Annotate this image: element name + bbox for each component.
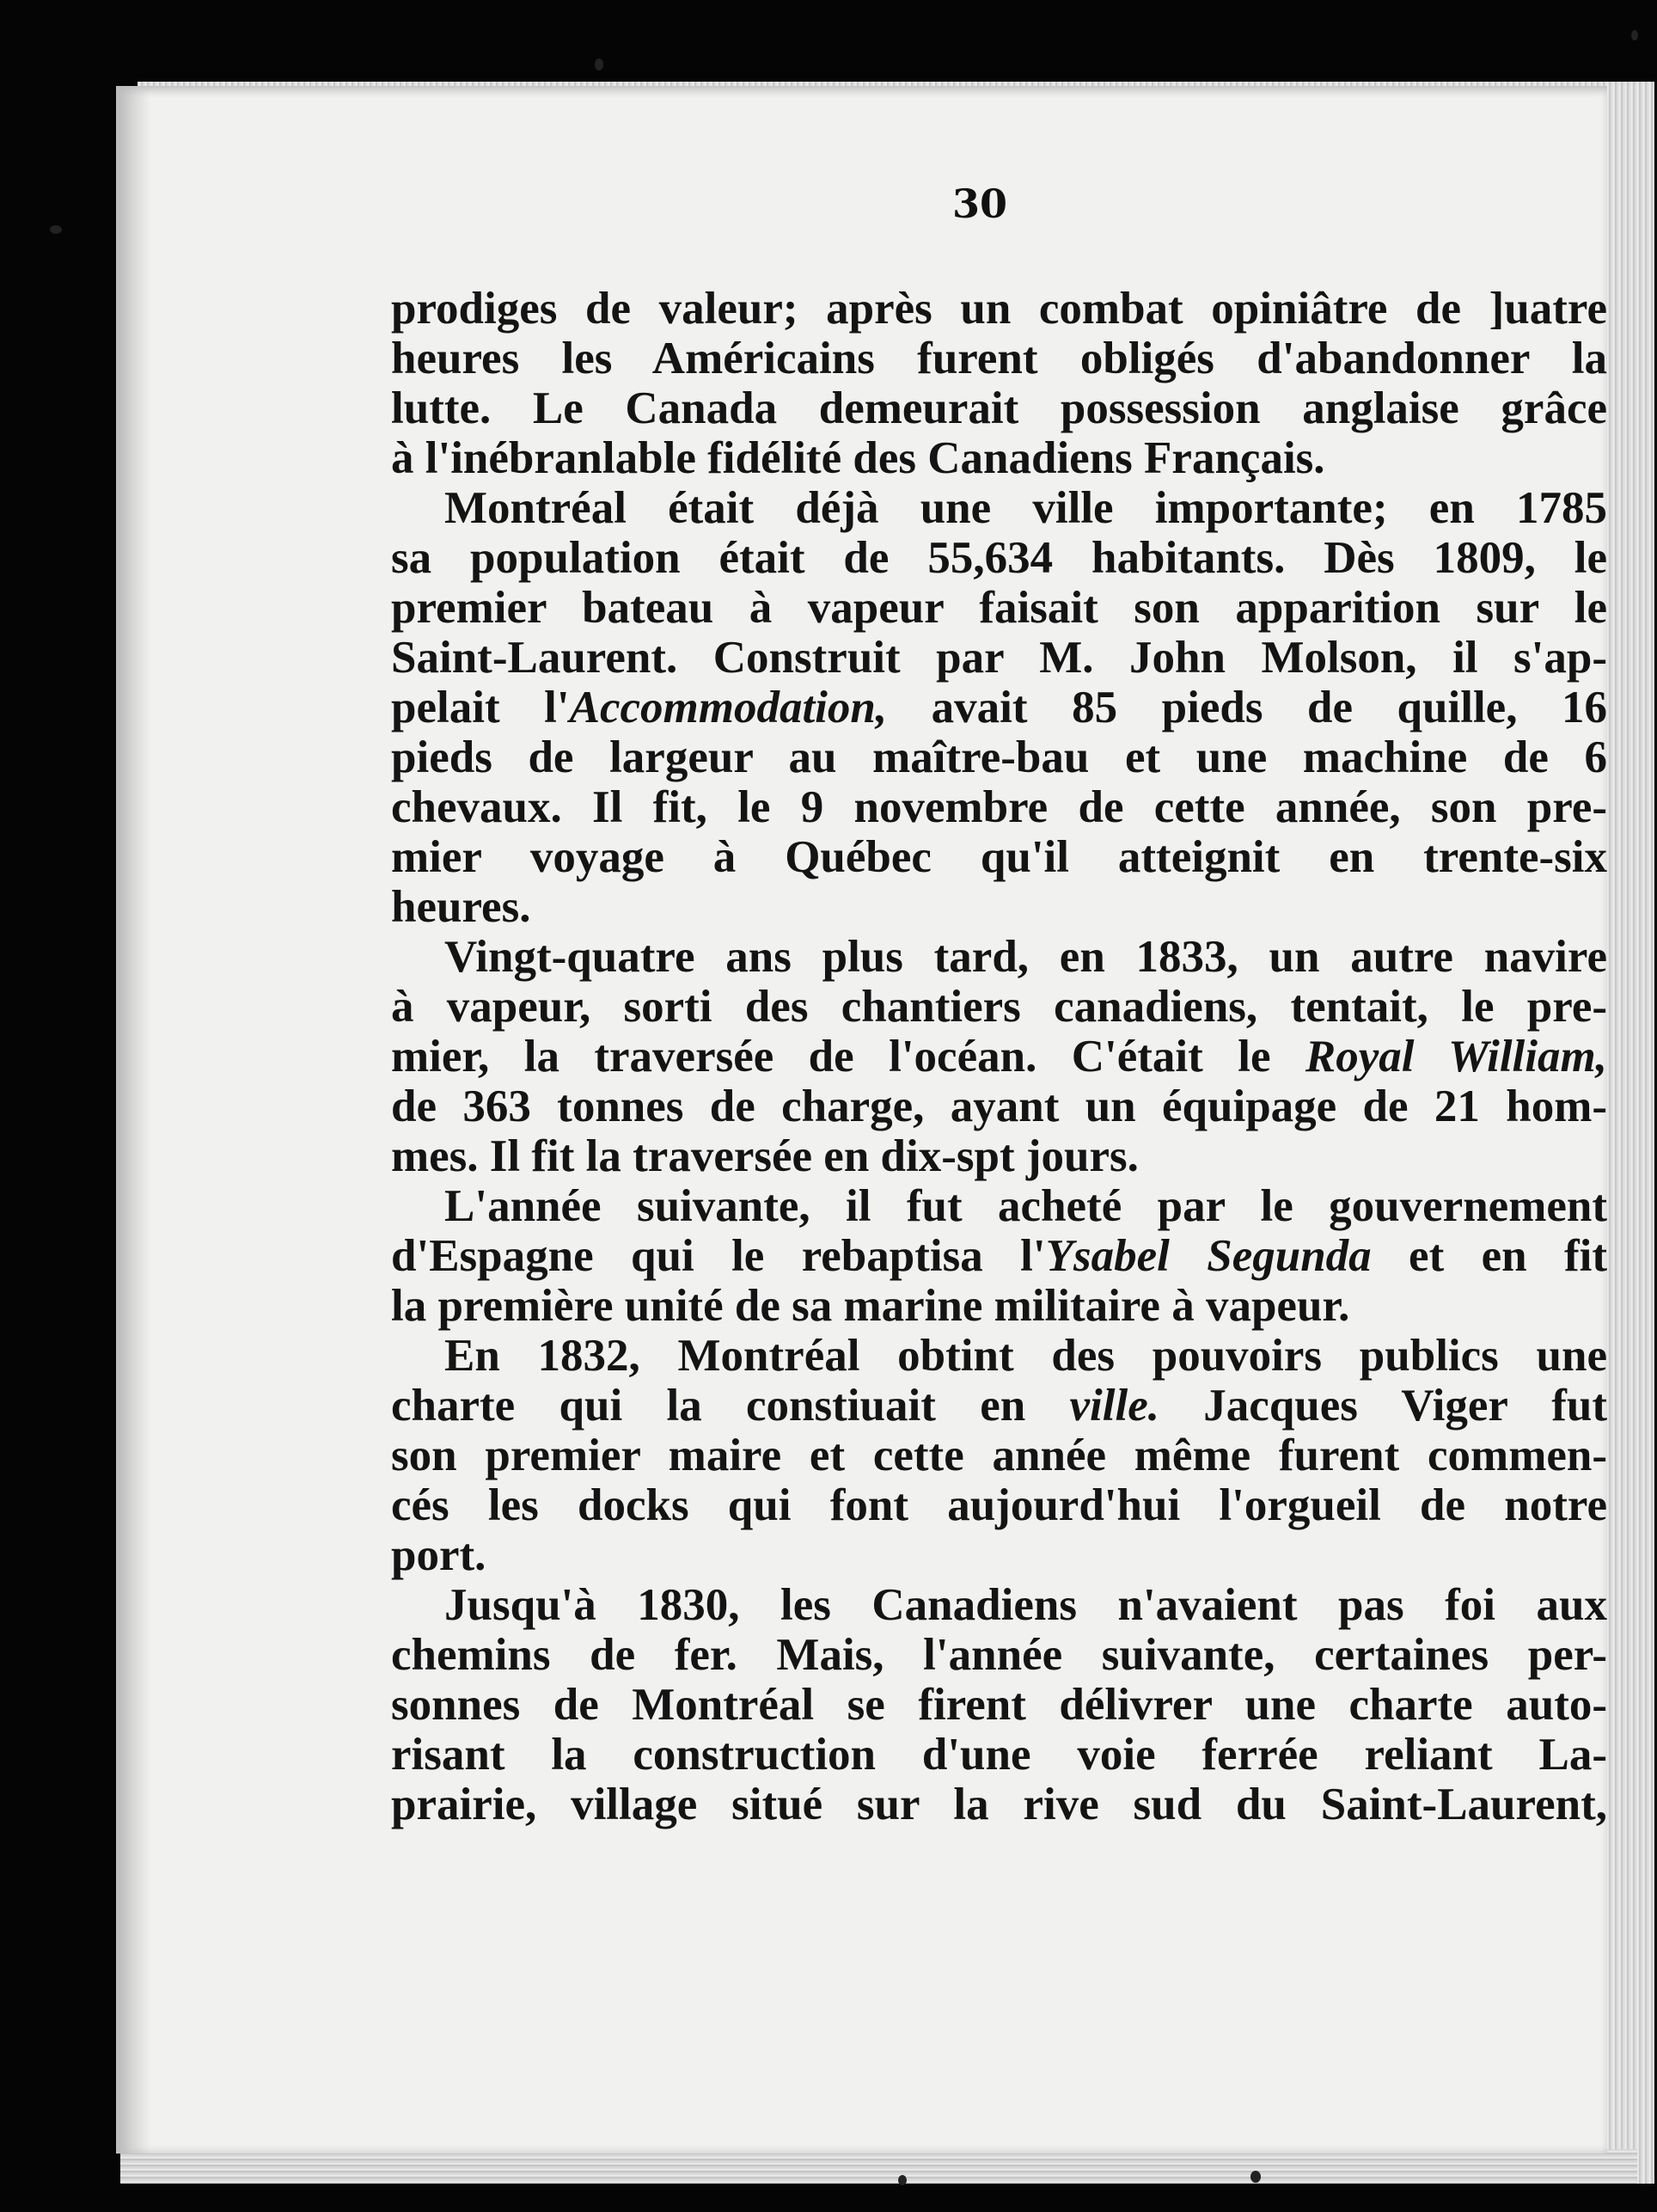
- italic-text-run: Accommodation,: [569, 683, 888, 732]
- text-run: pelait l': [391, 683, 570, 732]
- text-run: Vingt-quatre ans plus tard, en 1833, un autre navire: [444, 932, 1607, 982]
- text-run: avait 85 pieds de quille, 16: [887, 683, 1607, 732]
- text-line: [391, 1131, 1607, 1181]
- text-line: [391, 483, 1607, 533]
- text-run: heures les Américains furent obligés d'abandonner la: [391, 334, 1607, 383]
- text-run: lutte. Le Canada demeurait possession anglaise grâce: [391, 383, 1607, 433]
- text-run: de 363 tonnes de charge, ayant un équipage de 21 hom-: [391, 1081, 1607, 1131]
- text-run: et en fit: [1371, 1231, 1607, 1281]
- text-run: à vapeur, sorti des chantiers canadiens, tentait, le pre-: [391, 982, 1607, 1032]
- text-line: [391, 1032, 1607, 1081]
- text-run: mier voyage à Québec qu'il atteignit en trente-six: [391, 832, 1607, 882]
- page-edge-bottom: [120, 2149, 1637, 2184]
- text-run: Jacques Viger fut: [1159, 1381, 1607, 1431]
- text-line: [391, 1580, 1607, 1630]
- text-line: [391, 683, 1607, 732]
- text-run: prodiges de valeur; après un combat opiniâtre de ]uatre: [391, 284, 1607, 334]
- text-run: sa population était de 55,634 habitants. Dès 1809, le: [391, 533, 1607, 583]
- text-line: [391, 1331, 1607, 1381]
- text-run: mes. Il fit la traversée en dix-spt jours.: [391, 1131, 1139, 1181]
- text-run: heures.: [391, 882, 531, 932]
- text-line: [391, 1181, 1607, 1231]
- text-line: [391, 932, 1607, 982]
- text-line: [391, 1381, 1607, 1431]
- text-line: [391, 782, 1607, 832]
- text-run: la première unité de sa marine militaire à vapeur.: [391, 1281, 1350, 1331]
- text-line: [391, 1730, 1607, 1780]
- text-line: [391, 982, 1607, 1032]
- body-text: [391, 284, 1607, 1829]
- text-line: [391, 1480, 1607, 1530]
- text-run: Montréal était déjà une ville importante; en 1785: [444, 483, 1607, 533]
- scan-speck: [50, 225, 62, 234]
- text-line: [391, 1081, 1607, 1131]
- text-line: [391, 334, 1607, 383]
- page-number: 30: [951, 181, 1007, 227]
- scan-speck: [1250, 2171, 1261, 2183]
- scan-speck: [898, 2175, 907, 2185]
- text-run: cés les docks qui font aujourd'hui l'orgueil de notre: [391, 1480, 1607, 1530]
- text-run: port.: [391, 1530, 486, 1580]
- text-run: prairie, village situé sur la rive sud du Saint-Laurent,: [391, 1780, 1607, 1829]
- italic-text-run: Royal William,: [1305, 1032, 1607, 1081]
- italic-text-run: Ysabel Segunda: [1045, 1231, 1372, 1281]
- text-run: charte qui la constiuait en: [391, 1381, 1070, 1431]
- text-line: [391, 284, 1607, 334]
- text-run: Jusqu'à 1830, les Canadiens n'avaient pas foi aux: [444, 1580, 1607, 1630]
- scan-speck: [1631, 30, 1638, 40]
- gutter-shadow: [116, 86, 150, 2154]
- text-line: [391, 732, 1607, 782]
- text-line: [391, 533, 1607, 583]
- text-line: [391, 1431, 1607, 1480]
- text-line: [391, 583, 1607, 633]
- text-run: chemins de fer. Mais, l'année suivante, certaines per-: [391, 1630, 1607, 1680]
- text-run: pieds de largeur au maître-bau et une machine de 6: [391, 732, 1607, 782]
- text-run: Saint-Laurent. Construit par M. John Molson, il s'ap-: [391, 633, 1607, 683]
- text-run: d'Espagne qui le rebaptisa l': [391, 1231, 1046, 1281]
- text-run: à l'inébranlable fidélité des Canadiens Français.: [391, 433, 1325, 483]
- text-run: mier, la traversée de l'océan. C'était le: [391, 1032, 1305, 1081]
- text-run: chevaux. Il fit, le 9 novembre de cette année, son pre-: [391, 782, 1607, 832]
- text-run: En 1832, Montréal obtint des pouvoirs publics une: [444, 1331, 1607, 1381]
- text-run: sonnes de Montréal se firent délivrer une charte auto-: [391, 1680, 1607, 1730]
- text-run: son premier maire et cette année même furent commen-: [391, 1431, 1607, 1480]
- text-line: [391, 433, 1607, 483]
- text-run: premier bateau à vapeur faisait son apparition sur le: [391, 583, 1607, 633]
- text-line: [391, 1680, 1607, 1730]
- text-line: [391, 1231, 1607, 1281]
- text-line: [391, 1281, 1607, 1331]
- scan-speck: [595, 58, 603, 70]
- text-line: [391, 633, 1607, 683]
- text-run: L'année suivante, il fut acheté par le gouvernement: [444, 1181, 1607, 1231]
- text-line: [391, 832, 1607, 882]
- italic-text-run: ville.: [1069, 1381, 1159, 1431]
- text-line: [391, 1780, 1607, 1829]
- text-line: [391, 383, 1607, 433]
- text-line: [391, 882, 1607, 932]
- text-line: [391, 1530, 1607, 1580]
- text-line: [391, 1630, 1607, 1680]
- text-run: risant la construction d'une voie ferrée reliant La-: [391, 1730, 1607, 1780]
